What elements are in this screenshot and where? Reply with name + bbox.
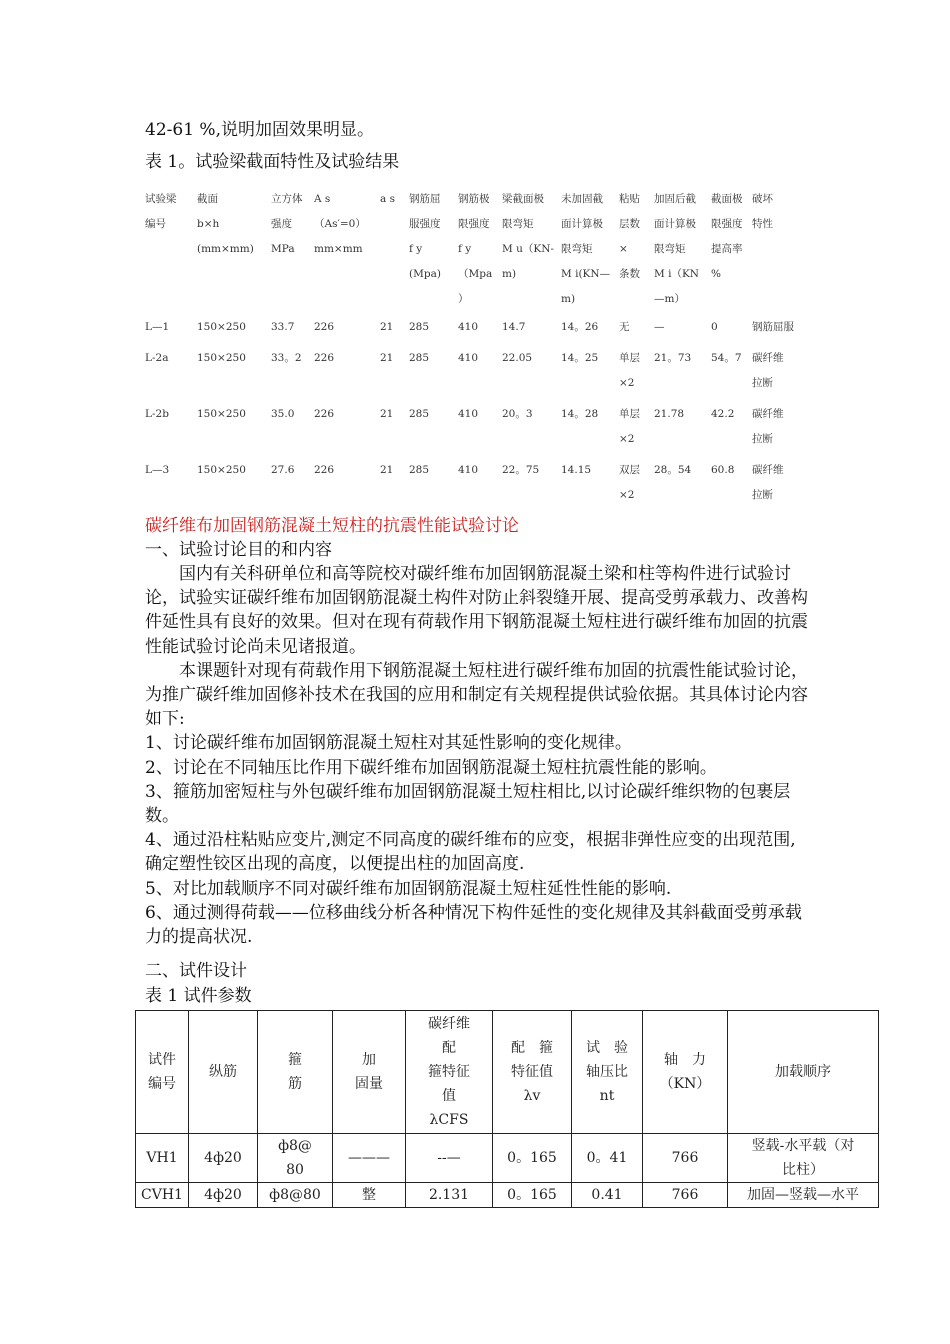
table1-cell [654,402,684,427]
table1-cell-line: 42.2 [711,408,735,420]
table1-cell [619,346,640,396]
table1-cell-line: 14。26 [561,321,599,333]
table1-header-cell-line: 层数 [619,218,640,230]
table1-header-cell [197,187,254,262]
table1-cell-line: 150×250 [197,321,246,333]
table2-caption: 表 1 试件参数 [145,986,252,1006]
table1-cell-line: 285 [409,321,430,333]
table1-cell-line: 410 [458,352,479,364]
table2-row-cell [406,1183,493,1208]
table1-header-cell-line: 钢筋屈 [409,193,441,205]
table1-cell [145,346,168,371]
table1-cell [458,315,478,340]
table1-header-cell-line: —m） [654,293,685,305]
table1-cell-line: 拉断 [752,433,773,445]
table2-header-row-cell-line: 箍特征 [428,1064,470,1080]
table1-cell-line: 60.8 [711,464,735,476]
table2-header-row-cell-line: （KN） [659,1076,711,1092]
table1-cell [502,402,533,427]
table1-cell-line: 0 [711,321,718,333]
table2-row-cell [258,1134,333,1183]
table2-row-cell [189,1134,258,1183]
table1-cell [380,458,393,483]
table1-cell [711,458,734,483]
table1-header-cell-line: 提高率 [711,243,743,255]
table1-cell-line: 14.7 [502,321,526,333]
table1-header-cell-line: m) [561,293,576,305]
table1-header-cell-line: 条数 [619,268,640,280]
table1-cell-line: 33。2 [271,352,302,364]
table2-header-row-cell-line: 配 [442,1040,456,1056]
table1-header-cell-line: ） [458,293,469,305]
table2-row-cell-line: 0.41 [591,1187,623,1203]
table1-cell-line: L—3 [145,464,170,476]
table1-cell-line: 拉断 [752,377,773,389]
table2-row-cell-line: --— [437,1150,461,1166]
table1-header-cell-line: (mm×mm) [197,243,254,255]
table1-cell-line: 碳纤维 [752,352,784,364]
table1-header-cell-line: f y [409,243,423,255]
table2-row-cell [258,1183,333,1208]
table1-cell [145,458,169,483]
table2-row-cell [333,1183,406,1208]
table1-header-cell-line: 服强度 [409,218,441,230]
table2-header-row-cell-line: 值 [442,1088,456,1104]
table2-row-cell-line: 0。165 [507,1150,557,1166]
table2-row-cell [643,1183,728,1208]
table1-header-cell-line: % [711,268,721,280]
table1-header-cell-line: × [619,243,628,255]
table2-header-row-cell [136,1011,189,1134]
table1-cell-line: — [654,321,665,333]
table2-row-cell-line: 766 [671,1150,699,1166]
table2-row-cell-line: ——— [348,1150,390,1166]
table2-header-row-cell-line: 固量 [355,1076,383,1092]
list-item: 4、通过沿柱粘贴应变片,测定不同高度的碳纤维布的应变，根据非弹性应变的出现范围,确定塑性铰区出现的高度，以便提出柱的加固高度. [145,830,796,875]
table1-cell-line: 226 [314,352,335,364]
table1-cell [752,458,784,508]
table2-row-cell [572,1183,643,1208]
table1-header-cell [271,187,303,262]
table1-header-cell [409,187,441,287]
table2-header-row-cell-line: 纵筋 [209,1064,237,1080]
table1-cell-line: L-2a [145,352,169,364]
table1-header-cell-line: a s [380,193,395,205]
table1-header-cell [752,187,773,237]
table1-cell [502,315,525,340]
table1-header-cell-line: 限弯矩 [654,243,686,255]
table2-header-row-cell [333,1011,406,1134]
table1-header-cell-line: （As′=0） [314,218,366,230]
table1-header-cell-line: 限强度 [711,218,743,230]
table2-header-row-cell-line: 配 箍 [511,1040,553,1056]
table2-row-cell [643,1134,728,1183]
table1-cell-line: 410 [458,321,479,333]
table1-cell-line: 21 [380,321,394,333]
table1-cell [752,402,784,452]
table2-row [136,1183,879,1208]
table2-row-cell [493,1134,572,1183]
table2-row-cell [333,1134,406,1183]
table1-header-cell [145,187,177,237]
table1-cell [409,458,429,483]
table1-cell-line: 14。25 [561,352,599,364]
table1-header-cell-line: MPa [271,243,295,255]
table2-row-cell [136,1183,189,1208]
table2-header-row-cell [643,1011,728,1134]
table1-cell [619,315,630,340]
table2 [135,1010,879,1208]
table1-header-cell-line: M u（KN- [502,243,554,255]
table1-cell-line: 21 [380,408,394,420]
table1-cell-line: 410 [458,408,479,420]
table1-header-cell [561,187,610,312]
table2-row-cell-line: 整 [362,1187,376,1203]
table1-cell [380,315,393,340]
table1-header-cell-line: 编号 [145,218,166,230]
table1-cell [654,315,665,340]
table1-header-cell-line: 试验梁 [145,193,177,205]
table1-caption: 表 1。试验梁截面特性及试验结果 [145,152,400,172]
table2-row-cell [189,1183,258,1208]
list-item: 5、对比加载顺序不同对碳纤维布加固钢筋混凝土短柱延性性能的影响. [145,878,672,899]
table1-header-cell [314,187,366,262]
table2-row [136,1134,879,1183]
table1-cell [561,458,591,483]
table2-row-cell-line: 比柱） [782,1162,824,1178]
table1-cell-line: 22。75 [502,464,540,476]
table1-cell [409,402,429,427]
table2-row-cell [728,1183,879,1208]
table2-row-cell [136,1134,189,1183]
table1-cell [271,458,294,483]
table2-header-row-cell-line: 试 验 [586,1040,628,1056]
table2-header-row-cell-line: λCFS [429,1112,469,1128]
table1-cell-line: L-2b [145,408,169,420]
table1-header-cell-line: 截面 [197,193,218,205]
table2-header-row-cell [728,1011,879,1134]
table1-cell-line: 碳纤维 [752,408,784,420]
table1-cell-line: 21 [380,464,394,476]
table1-header-cell [654,187,699,312]
table2-header-row-cell [572,1011,643,1134]
table1-cell [561,346,598,371]
table1-cell [502,346,532,371]
table1-cell [314,402,334,427]
table1-cell-line: 150×250 [197,464,246,476]
table1-header-cell-line: 面计算极 [561,218,603,230]
list-item: 3、箍筋加密短柱与外包碳纤维布加固钢筋混凝土短柱相比,以讨论碳纤维织物的包裹层数。 [145,781,791,827]
paragraph-2: 本课题针对现有荷载作用下钢筋混凝土短柱进行碳纤维布加固的抗震性能试验讨论，为推广碳纤维加固修补技术在我国的应用和制定有关规程提供试验依据。其具体讨论内容如下: [145,660,808,730]
table2-header-row-cell [258,1011,333,1134]
table1-header-cell-line: 未加固截 [561,193,603,205]
table2-header-row-cell-line: 特征值 [511,1064,553,1080]
table2-row-cell-line: 4ф20 [204,1150,242,1166]
table2-header-row-cell-line: 试件 [148,1052,176,1068]
table1-cell [314,346,334,371]
table1-cell [271,346,302,371]
section-title: 碳纤维布加固钢筋混凝土短柱的抗震性能试验讨论 [145,516,519,536]
table1-cell [502,458,539,483]
table1-cell [711,315,718,340]
table1-cell-line: 226 [314,408,335,420]
table1-cell-line: 21.78 [654,408,685,420]
table1-cell-line: 单层 [619,408,640,420]
table1-cell [145,402,169,427]
table2-header-row-cell-line: λv [523,1088,541,1104]
table1-cell-line: 21。73 [654,352,692,364]
table1-cell-line: ×2 [619,433,635,445]
table2-row-cell [406,1134,493,1183]
table2-row-cell-line: 2.131 [428,1187,470,1203]
table1-cell [197,402,246,427]
table1-cell [458,458,478,483]
table1-cell [409,315,429,340]
table1-cell-line: 14.15 [561,464,592,476]
table1-header-cell [380,187,395,212]
table1-header-cell-line: 限弯矩 [502,218,534,230]
section-body [145,562,810,949]
table1-header-cell [502,187,554,287]
table2-header-row-cell-line: 轴 力 [664,1052,706,1068]
table2-header-row-cell-line: nt [599,1088,615,1104]
table1-header-cell [711,187,743,287]
table1-cell [654,346,691,371]
list-item: 6、通过测得荷载——位移曲线分析各种情况下构件延性的变化规律及其斜截面受剪承载力的提高状况. [145,902,802,948]
table1-cell-line: 54。7 [711,352,742,364]
table1-cell [619,402,640,452]
table1-header-cell-line: （Mpa [458,268,493,280]
table1-cell [711,346,742,371]
table1-cell [271,315,294,340]
table1-cell-line: 双层 [619,464,640,476]
table1-cell-line: 单层 [619,352,640,364]
table1-header-cell [619,187,640,287]
table2-header-row-cell-line: 轴压比 [586,1064,628,1080]
table1-cell-line: 285 [409,464,430,476]
table1-header-cell-line: 限强度 [458,218,490,230]
table1-cell-line: ×2 [619,489,635,501]
table1-cell [314,458,334,483]
table2-row-cell-line: ф8@80 [269,1187,321,1203]
paragraph-1: 国内有关科研单位和高等院校对碳纤维布加固钢筋混凝土梁和柱等构件进行试验讨论，试验实证碳纤维布加固钢筋混凝土构件对防止斜裂缝开展、提高受剪承载力、改善构件延性具有良好的效果。但对在现有荷载作用下钢筋混凝土短柱进行碳纤维布加固的抗震性能试验讨论尚未见诸报道。 [145,564,808,657]
table1-header-cell-line: 截面极 [711,193,743,205]
table2-row-cell [728,1134,879,1183]
table1-cell [380,402,393,427]
table1-cell-line: L—1 [145,321,170,333]
table1-header-cell-line: b×h [197,218,220,230]
table2-header-row-cell [493,1011,572,1134]
section-subheading-2: 二、试件设计 [145,961,247,981]
table1-cell [409,346,429,371]
table1-cell-line: 27.6 [271,464,295,476]
table2-header-row [136,1011,879,1134]
table2-header-row-cell-line: 筋 [288,1076,302,1092]
table1-cell-line: 无 [619,321,630,333]
table1-cell-line: 285 [409,352,430,364]
table1-header-cell-line: 破坏 [752,193,773,205]
table1-header-cell-line: m) [502,268,517,280]
table1-header-cell-line: M i（KN [654,268,699,280]
table1-cell [271,402,294,427]
table2-row-cell [493,1183,572,1208]
table1-cell-line: 拉断 [752,489,773,501]
table1-cell-line: 226 [314,464,335,476]
table1-cell [197,458,246,483]
table2-row-cell-line: 竖载-水平载（对 [751,1138,855,1154]
table1-header-cell-line: 限弯矩 [561,243,593,255]
table2-row-cell [572,1134,643,1183]
table2-row-cell-line: 0。165 [507,1187,557,1203]
table2-row-cell-line: VH1 [146,1150,178,1166]
list-item: 1、讨论碳纤维布加固钢筋混凝土短柱对其延性影响的变化规律。 [145,733,632,754]
table1-header-cell-line: M i(KN— [561,268,611,280]
table1-cell [711,402,734,427]
table1-cell [752,346,784,396]
table1-header-cell-line: 立方体 [271,193,303,205]
table1-header-cell-line: 加固后截 [654,193,696,205]
table1-header-cell-line: 钢筋极 [458,193,490,205]
table1-cell [197,315,246,340]
table1-cell [561,315,598,340]
table2-header-row-cell [189,1011,258,1134]
table2-header-row-cell [406,1011,493,1134]
table1-cell-line: 226 [314,321,335,333]
table1-header-cell-line: 强度 [271,218,292,230]
table1-cell-line: 33.7 [271,321,295,333]
table2-header-row-cell-line: 加载顺序 [775,1064,831,1080]
table2-row-cell-line: 4ф20 [204,1187,242,1203]
table1-cell [619,458,640,508]
table2-row-cell-line: 80 [286,1162,304,1178]
table1-header-cell-line: (Mpa) [409,268,441,280]
table1-cell [380,346,393,371]
table1-cell-line: 410 [458,464,479,476]
intro-line: 42-61 %,说明加固效果明显。 [145,120,374,140]
table1-cell [561,402,598,427]
table2-row-cell-line: ф8@ [278,1138,312,1154]
table1-header-cell-line: 粘贴 [619,193,640,205]
table1-cell [654,458,691,483]
table1-header-cell-line: A s [314,193,331,205]
table1-header-cell-line: 梁截面极 [502,193,544,205]
table1-cell-line: 21 [380,352,394,364]
table1-cell [314,315,334,340]
table1-cell [145,315,169,340]
table1-header-cell-line: mm×mm [314,243,363,255]
table2-header-row-cell-line: 箍 [288,1052,302,1068]
table1-cell-line: 14。28 [561,408,599,420]
table2-header-row-cell-line: 编号 [148,1076,176,1092]
table1-cell-line: ×2 [619,377,635,389]
table1-cell-line: 22.05 [502,352,533,364]
table1-cell-line: 150×250 [197,352,246,364]
table1-header-cell [458,187,492,312]
table1-cell-line: 碳纤维 [752,464,784,476]
table2-header-row-cell-line: 加 [362,1052,376,1068]
table2-row-cell-line: 加固—竖载—水平 [747,1187,859,1203]
section-subheading-1: 一、试验讨论目的和内容 [145,540,332,560]
table1-cell-line: 150×250 [197,408,246,420]
table1-cell-line: 28。54 [654,464,692,476]
table1-cell [458,402,478,427]
table1-cell [197,346,246,371]
table1-cell-line: 钢筋屈服 [752,321,794,333]
table1-header-cell-line: f y [458,243,472,255]
table1-cell-line: 20。3 [502,408,533,420]
table1-header-cell-line: 面计算极 [654,218,696,230]
table1-cell-line: 285 [409,408,430,420]
table2-row-cell-line: 0。41 [586,1150,628,1166]
list-item: 2、讨论在不同轴压比作用下碳纤维布加固钢筋混凝土短柱抗震性能的影响。 [145,757,717,778]
table2-row-cell-line: CVH1 [141,1187,183,1203]
table1-cell-line: 35.0 [271,408,295,420]
table1-header-cell-line: 特性 [752,218,773,230]
table2-row-cell-line: 766 [671,1187,699,1203]
table2-header-row-cell-line: 碳纤维 [428,1016,470,1032]
table1-cell [458,346,478,371]
table1-cell [752,315,794,340]
